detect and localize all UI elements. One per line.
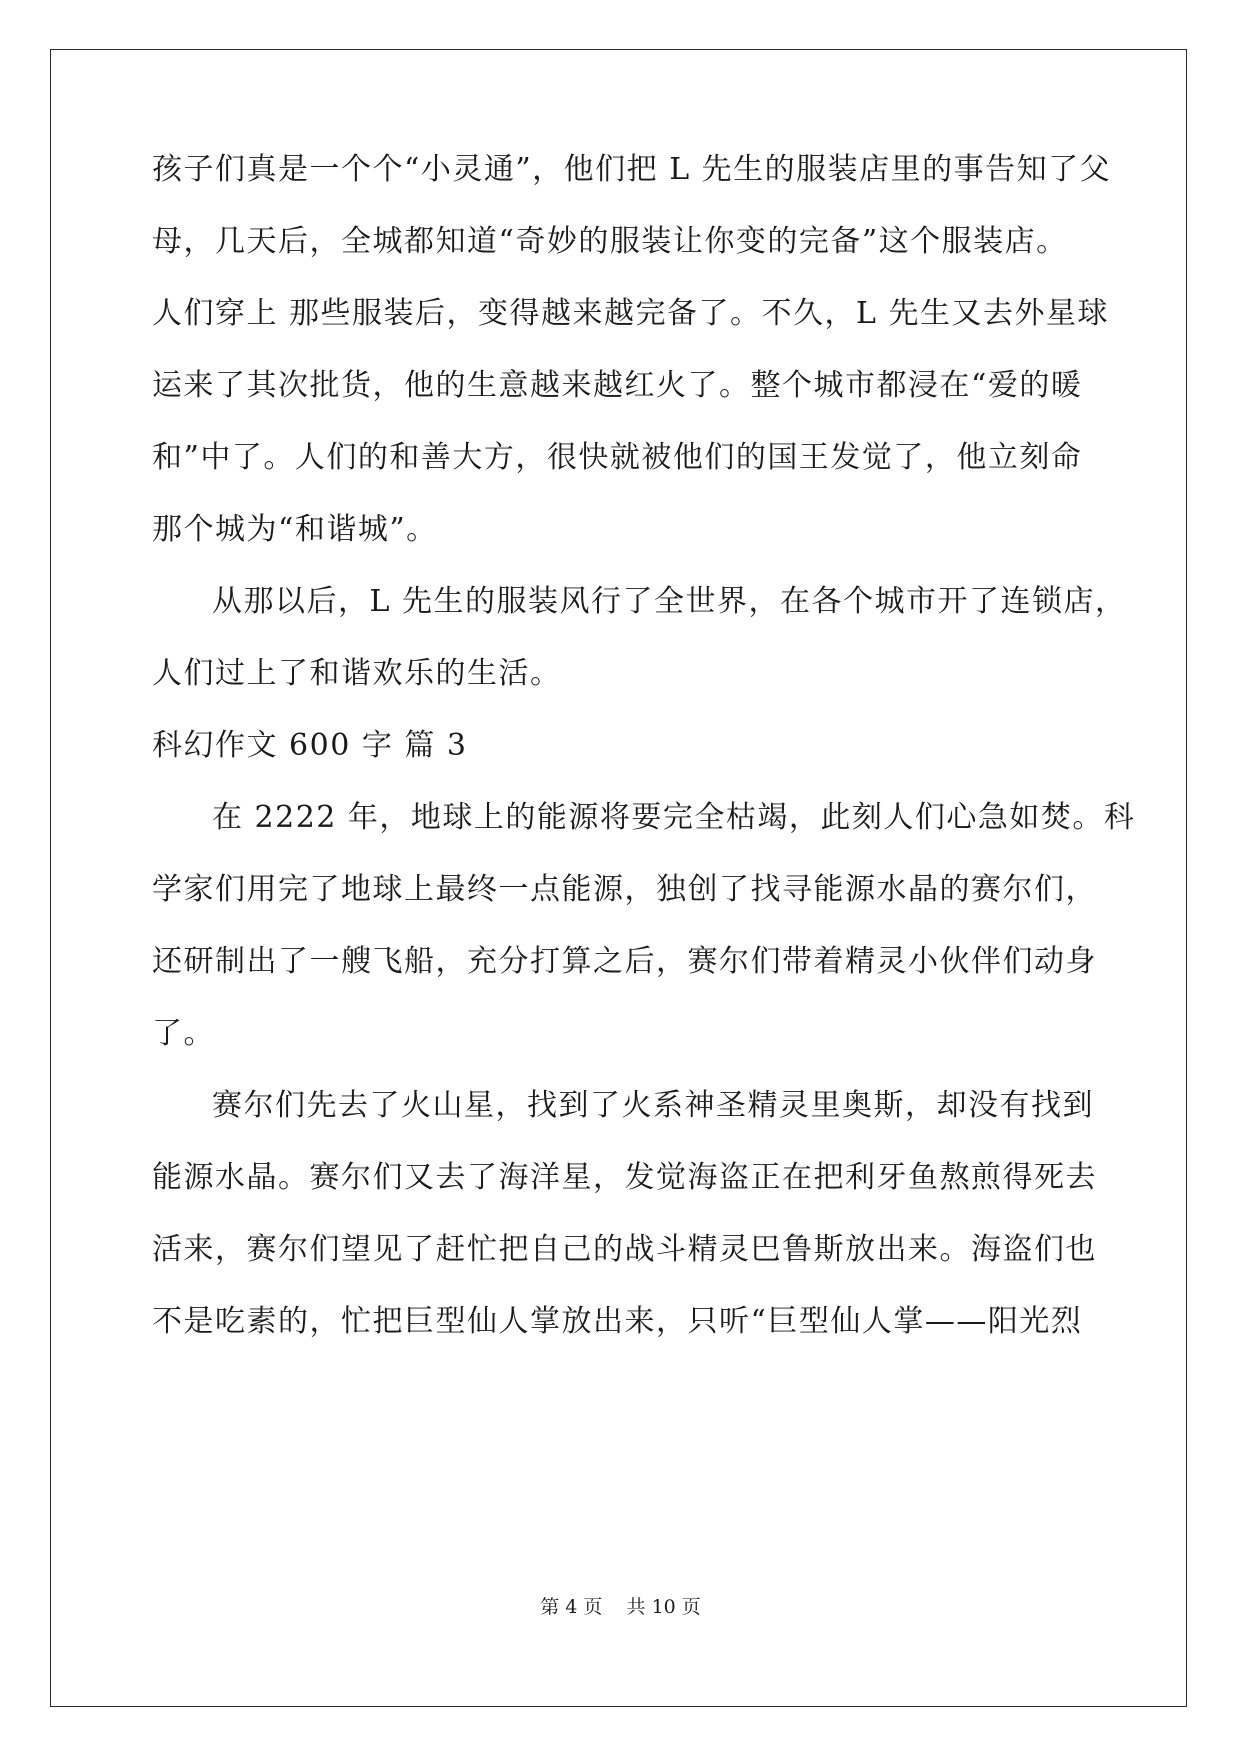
page-number-footer: 第 4 页 共 10 页 (540, 1596, 701, 1618)
text-line: 孩子们真是一个个“小灵通”，他们把 L 先生的服装店里的事告知了父 (152, 152, 1112, 187)
text-line: 能源水晶。赛尔们又去了海洋星，发觉海盗正在把利牙鱼熬煎得死去 (152, 1160, 1097, 1195)
text-line: 学家们用完了地球上最终一点能源，独创了找寻能源水晶的赛尔们， (152, 872, 1097, 907)
section-heading: 科幻作文 600 字 篇 3 (152, 728, 468, 763)
text-line: 赛尔们先去了火山星，找到了火系神圣精灵里奥斯，却没有找到 (212, 1088, 1094, 1123)
text-line: 母，几天后，全城都知道“奇妙的服装让你变的完备”这个服装店。 (152, 224, 1068, 259)
text-line: 人们穿上 那些服装后，变得越来越完备了。不久，L 先生又去外星球 (152, 296, 1109, 331)
text-line: 在 2222 年，地球上的能源将要完全枯竭，此刻人们心急如焚。科 (212, 800, 1136, 835)
text-line: 从那以后，L 先生的服装风行了全世界，在各个城市开了连锁店， (212, 584, 1127, 619)
text-line: 和”中了。人们的和善大方，很快就被他们的国王发觉了，他立刻命 (152, 440, 1083, 475)
text-line: 活来，赛尔们望见了赶忙把自己的战斗精灵巴鲁斯放出来。海盗们也 (152, 1232, 1097, 1267)
text-line: 了。 (152, 1016, 215, 1051)
text-line: 还研制出了一艘飞船，充分打算之后，赛尔们带着精灵小伙伴们动身 (152, 944, 1097, 979)
text-line: 不是吃素的，忙把巨型仙人掌放出来，只听“巨型仙人掌——阳光烈 (152, 1304, 1083, 1339)
text-line: 人们过上了和谐欢乐的生活。 (152, 656, 562, 691)
text-line: 那个城为“和谐城”。 (152, 512, 438, 547)
text-line: 运来了其次批货，他的生意越来越红火了。整个城市都浸在“爱的暖 (152, 368, 1083, 403)
